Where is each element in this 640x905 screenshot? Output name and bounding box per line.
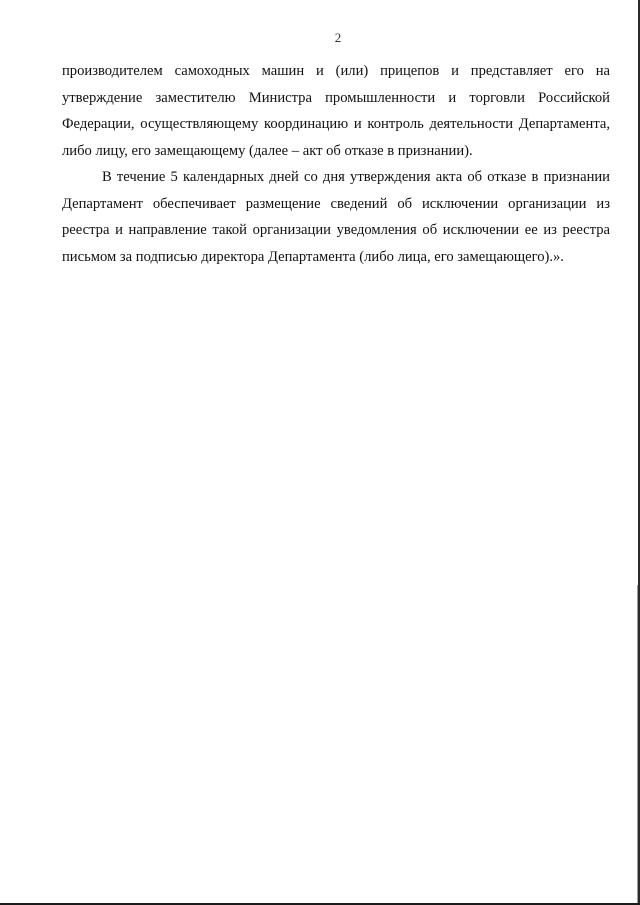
- document-body: [62, 58, 610, 270]
- scan-edge-right-shadow: [637, 585, 638, 905]
- paragraph-exclusion-notice: В течение 5 календарных дней со дня утверждения акта об отказе в признании Департамент обеспечивает размещение сведений об исключении организации из реестра и направление такой организации уведомления об исключении ее из реестра письмом за подписью директора Департамента (либо лица, его замещающего).».: [62, 169, 610, 265]
- paragraph-continuation: производителем самоходных машин и (или) прицепов и представляет его на утверждение заместителю Министра промышленности и торговли Российской Федерации, осуществляющему координацию и контроль деятельности Департамента, либо лицу, его замещающему (далее – акт об отказе в признании).: [62, 63, 610, 159]
- page-number: 2: [334, 30, 342, 45]
